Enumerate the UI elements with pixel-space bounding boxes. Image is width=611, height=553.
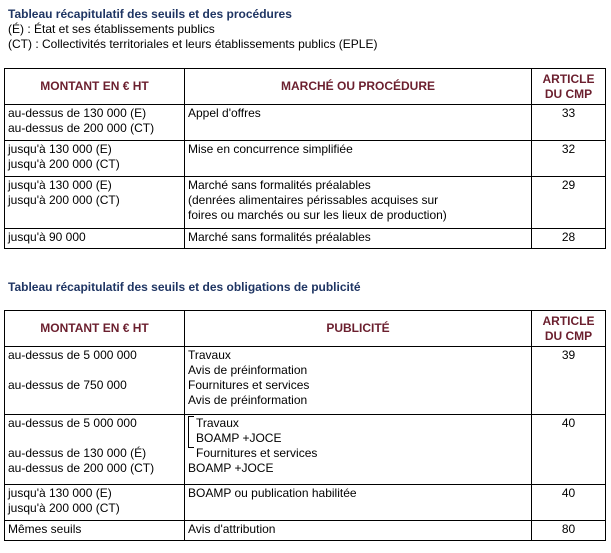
note-etat: (É) : État et ses établissements publics [8,22,215,36]
table-row [5,415,606,485]
procedure-cell: Appel d'offres [185,105,532,141]
montant-cell: Mêmes seuils [5,521,185,541]
header-publicite: PUBLICITÉ [185,311,532,347]
table1-title: Tableau récapitulatif des seuils et des procédures [8,7,292,21]
publicite-cell: Travaux BOAMP +JOCE Fournitures et services BOAMP +JOCE [185,415,532,485]
table-row [5,105,606,141]
procedures-table [4,68,606,249]
article-cell: 32 [532,141,606,177]
header-article: ARTICLE DU CMP [532,69,606,105]
procedure-cell: Mise en concurrence simplifiée [185,141,532,177]
article-cell: 40 [532,415,606,485]
procedure-cell: Marché sans formalités préalables [185,229,532,249]
montant-cell: jusqu'à 130 000 (E) jusqu'à 200 000 (CT) [5,177,185,229]
bracket-group: Travaux BOAMP +JOCE [188,416,528,446]
table-row [5,229,606,249]
article-cell: 28 [532,229,606,249]
publicite-cell: Avis d'attribution [185,521,532,541]
header-montant: MONTANT EN € HT [5,69,185,105]
publicite-table [4,310,606,541]
montant-cell: au-dessus de 5 000 000 au-dessus de 130 000 (É) au-dessus de 200 000 (CT) [5,415,185,485]
publicite-cell: Travaux Avis de préinformation Fournitures et services Avis de préinformation [185,347,532,415]
header-montant: MONTANT EN € HT [5,311,185,347]
table-row [5,485,606,521]
header-procedure: MARCHÉ OU PROCÉDURE [185,69,532,105]
montant-cell: jusqu'à 90 000 [5,229,185,249]
publicite-cell: BOAMP ou publication habilitée [185,485,532,521]
note-collectivites: (CT) : Collectivités territoriales et leurs établissements publics (EPLE) [8,37,378,51]
table-row [5,141,606,177]
article-cell: 80 [532,521,606,541]
montant-cell: jusqu'à 130 000 (E) jusqu'à 200 000 (CT) [5,141,185,177]
article-cell: 40 [532,485,606,521]
bracket-mark [188,416,194,448]
procedure-cell: Marché sans formalités préalables (denrées alimentaires périssables acquises sur foires ou marchés ou sur les lieux de production) [185,177,532,229]
montant-cell: jusqu'à 130 000 (E) jusqu'à 200 000 (CT) [5,485,185,521]
montant-cell: au-dessus de 130 000 (E) au-dessus de 200 000 (CT) [5,105,185,141]
article-cell: 39 [532,347,606,415]
header-row [5,69,606,105]
header-article: ARTICLE DU CMP [532,311,606,347]
montant-cell: au-dessus de 5 000 000 au-dessus de 750 000 [5,347,185,415]
table2-title: Tableau récapitulatif des seuils et des obligations de publicité [8,280,361,294]
table-row [5,347,606,415]
table-row [5,177,606,229]
header-row [5,311,606,347]
article-cell: 33 [532,105,606,141]
article-cell: 29 [532,177,606,229]
table-row [5,521,606,541]
